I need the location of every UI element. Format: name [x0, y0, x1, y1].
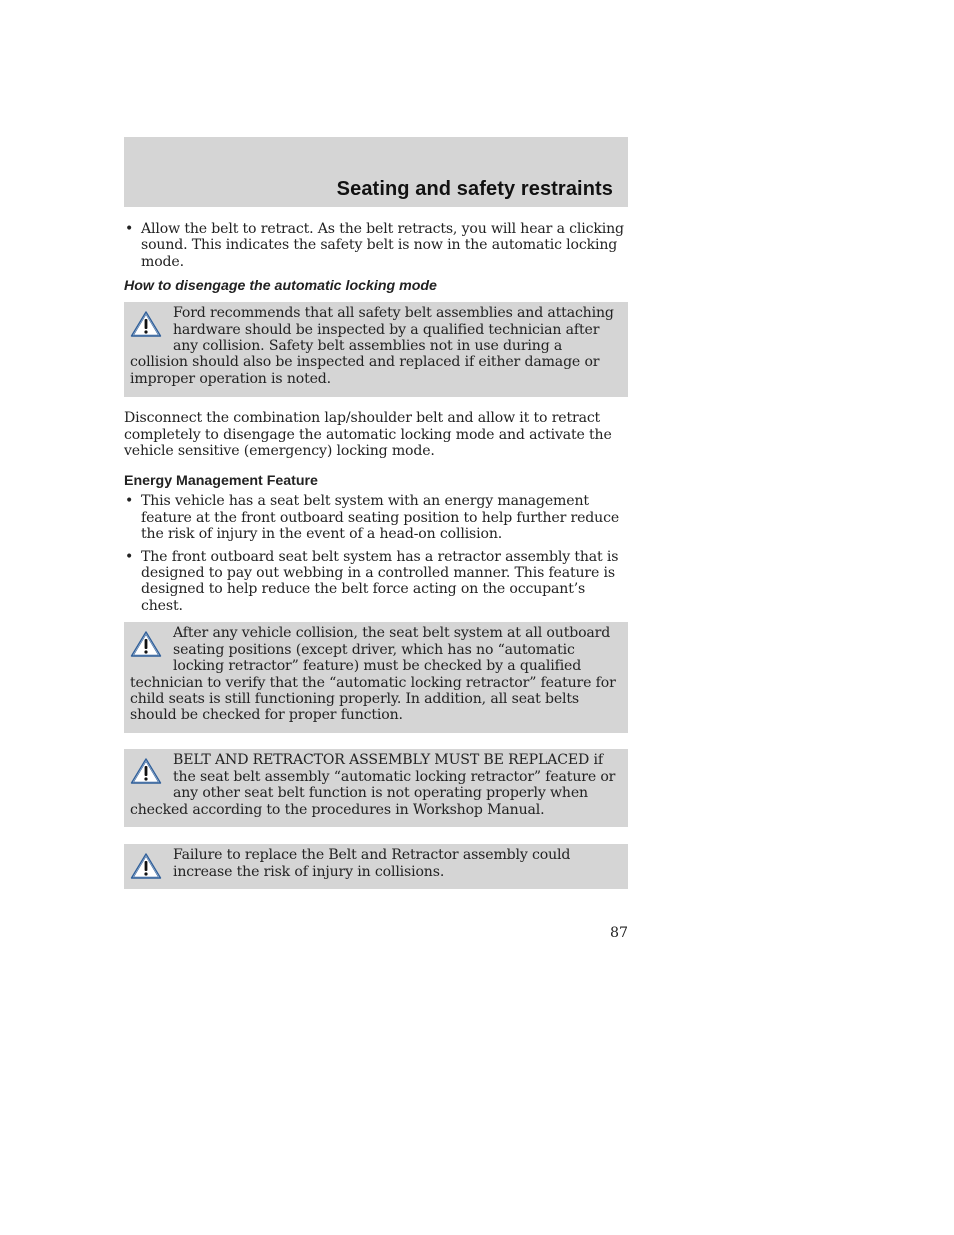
intro-bullet-list [124, 221, 628, 270]
warning-box [124, 622, 628, 733]
page-number: 87 [609, 925, 628, 941]
energy-heading: Energy Management Feature [124, 473, 318, 490]
list-item: • This vehicle has a seat belt system with an energy management feature at the front outboard seating position to help further reduce the risk of injury in the event of a head-on collision. [124, 493, 628, 542]
list-item: • The front outboard seat belt system has a retractor assembly that is designed to pay out webbing in a controlled manner. This feature is designed to help reduce the belt force acting on the occupant’s chest. [124, 549, 628, 615]
section-header [124, 137, 628, 207]
page-title: Seating and safety restraints [336, 178, 613, 200]
warning-triangle-icon [130, 310, 162, 338]
warning-triangle-icon [130, 630, 162, 658]
disengage-heading: How to disengage the automatic locking mode [124, 278, 437, 295]
warning-text: After any vehicle collision, the seat belt system at all outboard seating positions (except driver, which has no “automatic locking retractor” feature) must be checked by a qualified technician to verify that the “automatic locking retractor” feature for child seats is still functioning properly. In addition, all seat belts should be checked for proper function. [130, 625, 616, 724]
warning-triangle-icon [130, 852, 162, 880]
warning-box [124, 749, 628, 827]
warning-text: BELT AND RETRACTOR ASSEMBLY MUST BE REPLACED if the seat belt assembly “automatic locking retractor” feature or any other seat belt function is not operating properly when checked according to the procedures in Workshop Manual. [130, 752, 616, 818]
warning-text: Ford recommends that all safety belt assemblies and attaching hardware should be inspected by a qualified technician after any collision. Safety belt assemblies not in use during a collision should also be inspected and replaced if either damage or improper operation is noted. [130, 305, 614, 387]
page-content [124, 221, 628, 889]
list-item: • Allow the belt to retract. As the belt retracts, you will hear a clicking sound. This indicates the safety belt is now in the automatic locking mode. [124, 221, 628, 270]
warning-text: Failure to replace the Belt and Retractor assembly could increase the risk of injury in collisions. [173, 847, 571, 880]
disengage-paragraph: Disconnect the combination lap/shoulder belt and allow it to retract completely to disengage the automatic locking mode and activate the vehicle sensitive (emergency) locking mode. [124, 410, 612, 460]
warning-box [124, 302, 628, 397]
warning-triangle-icon [130, 757, 162, 785]
energy-bullet-list [124, 493, 628, 614]
warning-box [124, 844, 628, 889]
